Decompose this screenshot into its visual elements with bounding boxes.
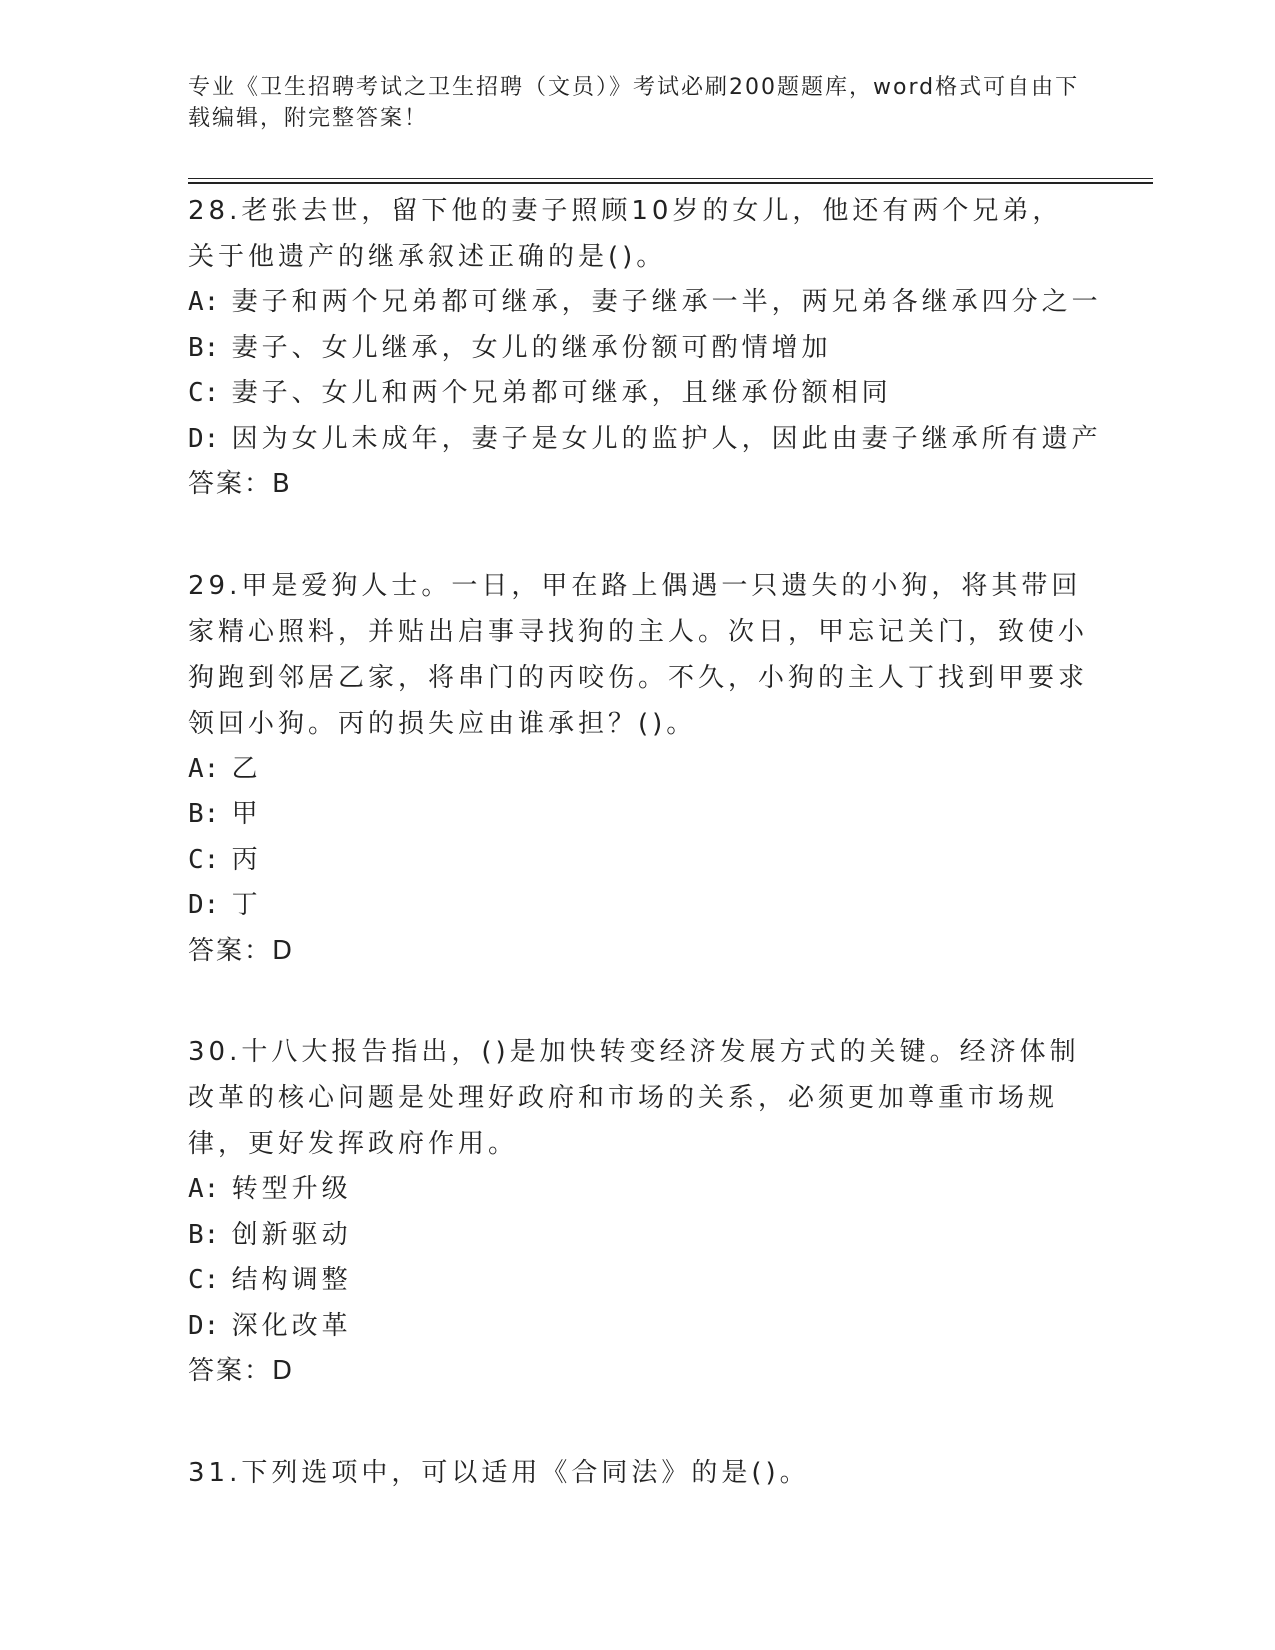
option-letter: B: — [188, 799, 220, 829]
question-list — [188, 188, 1102, 1551]
option-a — [188, 1167, 1088, 1213]
option-text: 妻子、女儿和两个兄弟都可继承，且继承份额相同 — [231, 378, 892, 408]
option-text: 因为女儿未成年，妻子是女儿的监护人，因此由妻子继承所有遗产 — [231, 423, 1102, 454]
answer-label: 答案： — [188, 469, 273, 499]
option-a — [188, 280, 1102, 326]
option-letter: A: — [188, 287, 220, 317]
question-30 — [188, 1029, 1088, 1395]
option-letter: A: — [188, 1174, 220, 1204]
option-letter: C: — [188, 844, 220, 875]
answer-value: D — [272, 935, 294, 966]
option-letter: D: — [188, 890, 220, 920]
question-stem: 31.下列选项中，可以适用《合同法》的是()。 — [188, 1457, 810, 1488]
option-text: 甲 — [231, 799, 262, 829]
answer-value: B — [272, 469, 291, 499]
option-b — [188, 326, 1088, 372]
option-d — [188, 1304, 1088, 1350]
option-text: 转型升级 — [231, 1174, 352, 1204]
answer-line — [188, 462, 1088, 508]
option-d — [188, 417, 1102, 463]
answer-line — [188, 929, 1088, 975]
option-letter: B: — [188, 1219, 220, 1250]
option-text: 丁 — [231, 890, 262, 920]
option-text: 结构调整 — [231, 1265, 352, 1295]
option-letter: A: — [188, 753, 220, 784]
option-text: 深化改革 — [231, 1310, 352, 1341]
header-divider-thin — [188, 178, 1153, 179]
option-b — [188, 792, 1088, 838]
option-letter: C: — [188, 378, 220, 408]
question-31 — [188, 1450, 1088, 1496]
option-letter: D: — [188, 1310, 220, 1341]
option-c — [188, 371, 1088, 417]
header-divider-thick — [188, 182, 1153, 184]
option-b — [188, 1213, 1088, 1259]
option-text: 妻子和两个兄弟都可继承，妻子继承一半，两兄弟各继承四分之一 — [231, 287, 1102, 317]
answer-value: D — [272, 1356, 294, 1386]
option-c — [188, 838, 1088, 884]
question-stem: 28.老张去世，留下他的妻子照顾10岁的女儿，他还有两个兄弟，关于他遗产的继承叙述正确的是()。 — [188, 196, 1063, 272]
option-c — [188, 1258, 1088, 1304]
option-text: 创新驱动 — [231, 1219, 352, 1250]
answer-label: 答案： — [188, 1356, 273, 1386]
document-header: 专业《卫生招聘考试之卫生招聘（文员）》考试必刷200题题库，word格式可自由下载编辑，附完整答案！ — [188, 75, 1080, 131]
question-29 — [188, 563, 1088, 975]
answer-label: 答案： — [188, 935, 273, 966]
option-letter: D: — [188, 423, 220, 454]
option-letter: C: — [188, 1265, 220, 1295]
question-stem: 29.甲是爱狗人士。一日，甲在路上偶遇一只遗失的小狗，将其带回家精心照料，并贴出启事寻找狗的主人。次日，甲忘记关门，致使小狗跑到邻居乙家，将串门的丙咬伤。不久，小狗的主人丁找到甲要求领回小狗。丙的损失应由谁承担？()。 — [188, 570, 1089, 739]
question-stem: 30.十八大报告指出，()是加快转变经济发展方式的关键。经济体制改革的核心问题是处理好政府和市场的关系，必须更加尊重市场规律，更好发挥政府作用。 — [188, 1037, 1080, 1159]
question-28 — [188, 188, 1102, 508]
option-text: 乙 — [231, 753, 262, 784]
option-a — [188, 747, 1088, 793]
answer-line — [188, 1349, 1088, 1395]
option-letter: B: — [188, 332, 220, 363]
option-text: 丙 — [231, 844, 262, 875]
option-d — [188, 883, 1088, 929]
option-text: 妻子、女儿继承，女儿的继承份额可酌情增加 — [231, 332, 832, 363]
